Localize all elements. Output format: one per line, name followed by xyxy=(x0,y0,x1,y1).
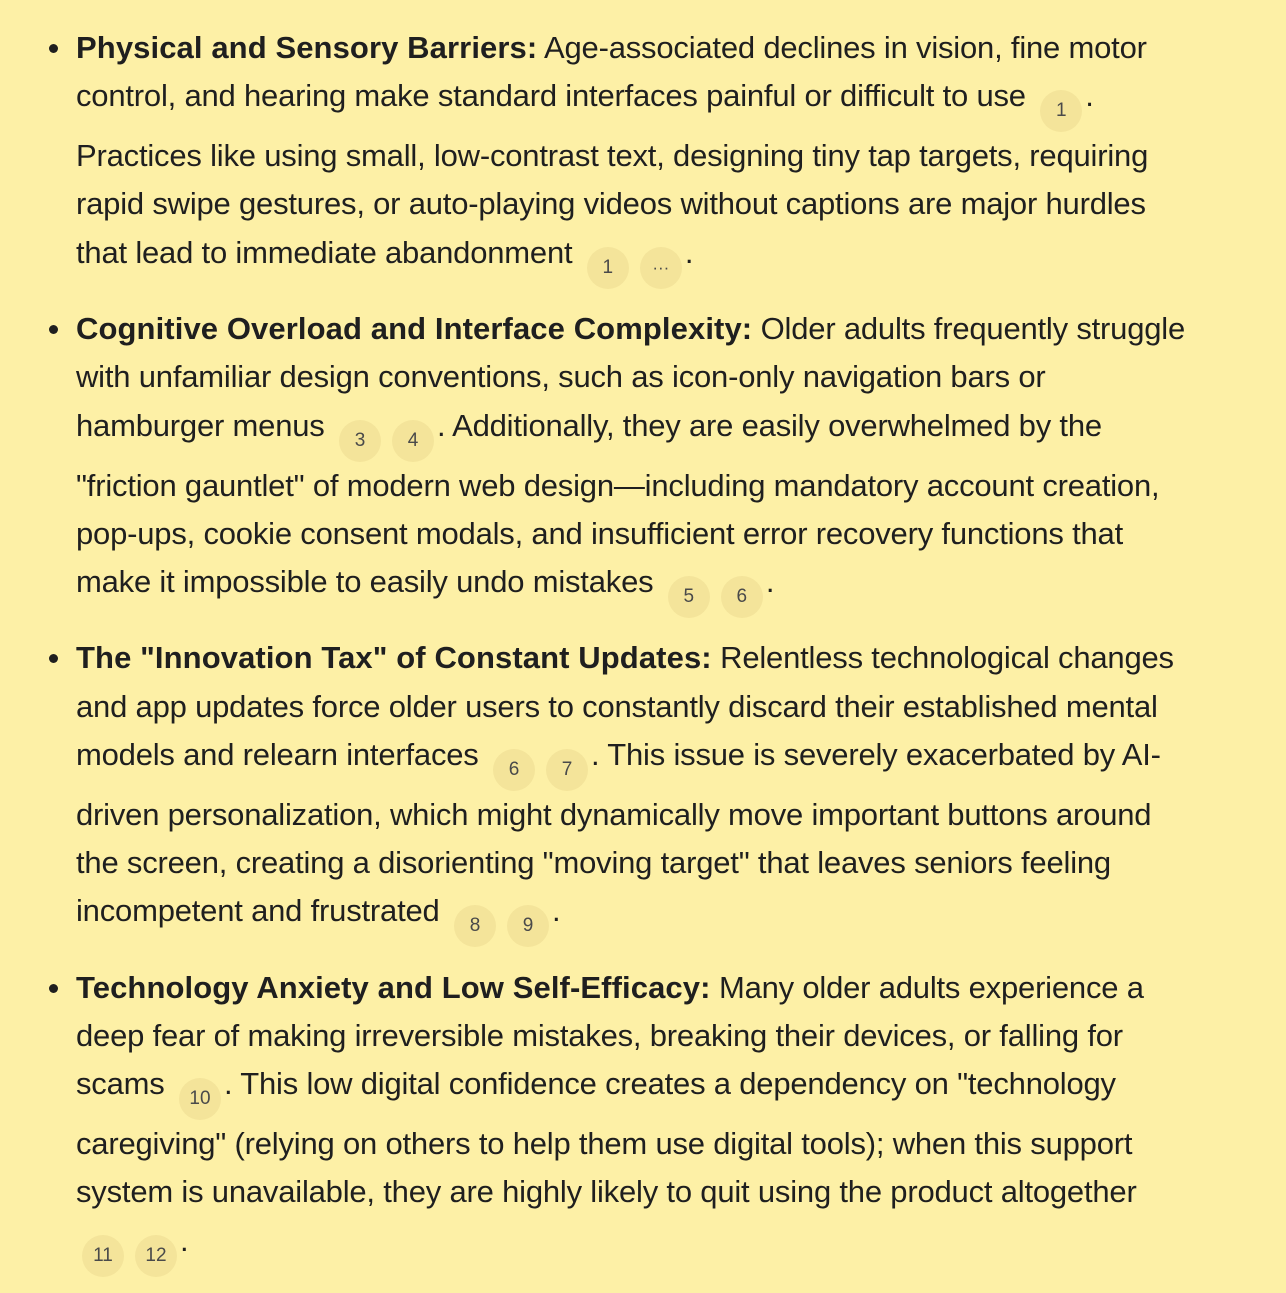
citation-chip[interactable]: 3 xyxy=(339,420,381,462)
citation-chip[interactable]: 9 xyxy=(507,905,549,947)
list-item-technology-anxiety xyxy=(76,964,1186,1277)
citation-chip[interactable]: 5 xyxy=(668,576,710,618)
bullet-list xyxy=(76,24,1186,1293)
item-heading: Physical and Sensory Barriers: xyxy=(76,30,538,65)
citation-chip[interactable]: 6 xyxy=(493,749,535,791)
item-text: . This low digital confidence creates a dependency on "technology caregiving" (relying on others to help them use digital tools); when this support system is unavailable, they are highly likely to quit using the product altogether xyxy=(76,1066,1137,1210)
item-heading: The "Innovation Tax" of Constant Updates: xyxy=(76,640,712,676)
citation-chip[interactable]: 12 xyxy=(135,1235,177,1277)
citation-chip[interactable]: 7 xyxy=(546,749,588,791)
item-text: . xyxy=(684,234,694,270)
citation-chip[interactable]: 8 xyxy=(454,905,496,947)
more-citations-chip[interactable]: ··· xyxy=(640,247,682,289)
citation-chip[interactable]: 1 xyxy=(1040,90,1082,132)
item-text: Many older adults experience a deep fear of making irreversible mistakes, breaking their devices, or falling for scams xyxy=(76,969,1144,1102)
item-text: . This issue is severely exacerbated by AI-driven personalization, which might dynamically move important buttons around the screen, creating a disorienting "moving target" that leaves seniors feeling incompetent and frustrated xyxy=(76,736,1161,929)
item-text: . xyxy=(180,1222,189,1258)
item-text: Older adults frequently struggle with unfamiliar design conventions, such as icon-only navigation bars or hamburger menus xyxy=(76,311,1186,443)
item-heading: Technology Anxiety and Low Self-Efficacy: xyxy=(76,969,711,1005)
citation-chip[interactable]: 11 xyxy=(82,1235,124,1277)
citation-chip[interactable]: 10 xyxy=(179,1078,221,1120)
list-item-cognitive-overload xyxy=(76,305,1186,618)
item-text: Relentless technological changes and app updates force older users to constantly discard their established mental models and relearn interfaces xyxy=(76,640,1174,772)
item-text: Age-associated declines in vision, fine motor control, and hearing make standard interfaces painful or difficult to use xyxy=(76,30,1147,114)
list-item-innovation-tax xyxy=(76,634,1186,947)
item-text: . Additionally, they are easily overwhelmed by the "friction gauntlet" of modern web design—including mandatory account creation, pop-ups, cookie consent modals, and insufficient error recovery functions that make it impossible to easily undo mistakes xyxy=(76,407,1160,599)
item-text: . xyxy=(552,893,561,929)
citation-chip[interactable]: 4 xyxy=(392,420,434,462)
item-text: . xyxy=(765,563,775,599)
citation-chip[interactable]: 6 xyxy=(721,576,763,618)
item-heading: Cognitive Overload and Interface Complexity: xyxy=(76,311,753,347)
item-text: . Practices like using small, low-contrast text, designing tiny tap targets, requiring rapid swipe gestures, or auto-playing videos without captions are major hurdles that lead to immediate abandonment xyxy=(76,78,1149,270)
citation-chip[interactable]: 1 xyxy=(587,247,629,289)
list-item-physical-sensory-barriers xyxy=(76,24,1186,289)
